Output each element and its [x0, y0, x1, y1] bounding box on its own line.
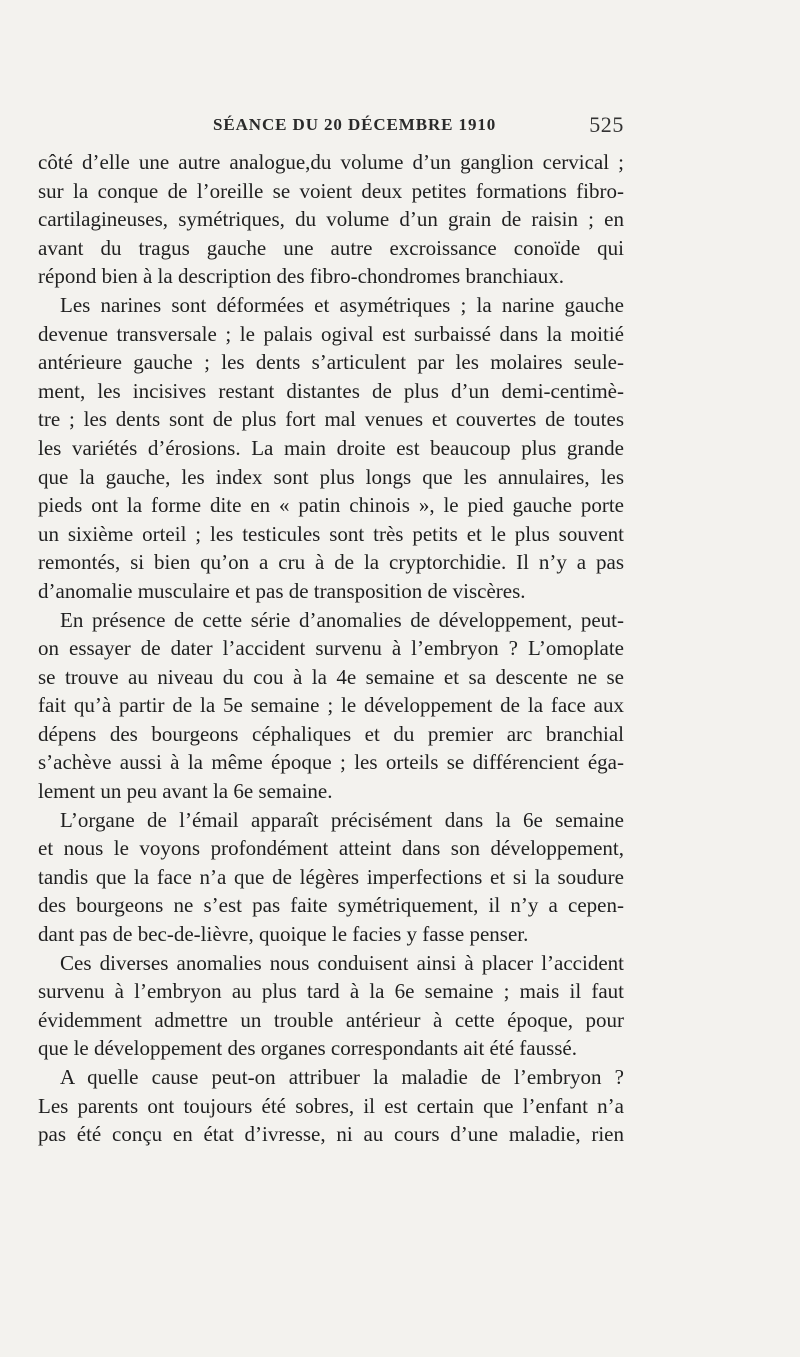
- text-line: des bourgeons ne s’est pas faite symétriquement, il n’y a cepen-: [38, 893, 624, 918]
- text-line: remontés, si bien qu’on a cru à de la cryptorchidie. Il n’y a pas: [38, 550, 624, 575]
- text-line: survenu à l’embryon au plus tard à la 6e semaine ; mais il faut: [38, 979, 624, 1004]
- text-line: avant du tragus gauche une autre excroissance conoïde qui: [38, 235, 624, 260]
- text-line: dépens des bourgeons céphaliques et du premier arc branchial: [38, 721, 624, 746]
- text-line: pas été conçu en état d’ivresse, ni au cours d’une maladie, rien: [38, 1122, 624, 1147]
- text-line: se trouve au niveau du cou à la 4e semaine et sa descente ne se: [38, 664, 624, 689]
- text-line: L’organe de l’émail apparaît précisément dans la 6e semaine: [60, 807, 624, 832]
- text-line: pieds ont la forme dite en « patin chinois », le pied gauche porte: [38, 493, 624, 518]
- text-line: d’anomalie musculaire et pas de transposition de viscères.: [38, 578, 526, 603]
- text-line: lement un peu avant la 6e semaine.: [38, 779, 333, 804]
- text-line: que la gauche, les index sont plus longs que les annulaires, les: [38, 464, 624, 489]
- text-line: En présence de cette série d’anomalies de développement, peut-: [60, 607, 624, 632]
- text-line: et nous le voyons profondément atteint dans son développement,: [38, 836, 624, 861]
- header-title: SÉANCE DU 20 DÉCEMBRE 1910: [213, 115, 497, 134]
- text-line: sur la conque de l’oreille se voient deux petites formations fibro-: [38, 178, 624, 203]
- text-line: que le développement des organes correspondants ait été faussé.: [38, 1036, 578, 1061]
- text-line: tandis que la face n’a que de légères imperfections et si la soudure: [38, 864, 624, 889]
- text-line: cartilagineuses, symétriques, du volume d’un grain de raisin ; en: [38, 207, 624, 232]
- text-line: Les parents ont toujours été sobres, il est certain que l’enfant n’a: [38, 1093, 624, 1118]
- text-line: devenue transversale ; le palais ogival est surbaissé dans la moitié: [38, 321, 624, 346]
- running-header: [38, 112, 624, 143]
- text-line: tre ; les dents sont de plus fort mal venues et couvertes de toutes: [38, 407, 624, 432]
- page-number: 525: [589, 112, 624, 137]
- text-line: on essayer de dater l’accident survenu à l’embryon ? L’omoplate: [38, 636, 624, 661]
- text-line: antérieure gauche ; les dents s’articulent par les molaires seule-: [38, 350, 624, 375]
- text-line: ment, les incisives restant distantes de plus d’un demi-centimè-: [38, 378, 624, 403]
- text-line: côté d’elle une autre analogue,du volume d’un ganglion cervical ;: [38, 150, 624, 174]
- text-line: évidemment admettre un trouble antérieur à cette époque, pour: [38, 1007, 624, 1032]
- body-text: [38, 148, 624, 1149]
- text-line: s’achève aussi à la même époque ; les orteils se différencient éga-: [38, 750, 624, 775]
- text-line: les variétés d’érosions. La main droite est beaucoup plus grande: [38, 435, 624, 460]
- text-line: Ces diverses anomalies nous conduisent ainsi à placer l’accident: [60, 950, 624, 975]
- text-line: Les narines sont déformées et asymétriques ; la narine gauche: [60, 292, 624, 317]
- text-line: fait qu’à partir de la 5e semaine ; le développement de la face aux: [38, 693, 624, 718]
- text-line: dant pas de bec-de-lièvre, quoique le facies y fasse penser.: [38, 922, 529, 947]
- text-line: A quelle cause peut-on attribuer la maladie de l’embryon ?: [60, 1065, 624, 1089]
- text-line: répond bien à la description des fibro-chondromes branchiaux.: [38, 264, 564, 289]
- text-line: un sixième orteil ; les testicules sont très petits et le plus souvent: [38, 521, 624, 546]
